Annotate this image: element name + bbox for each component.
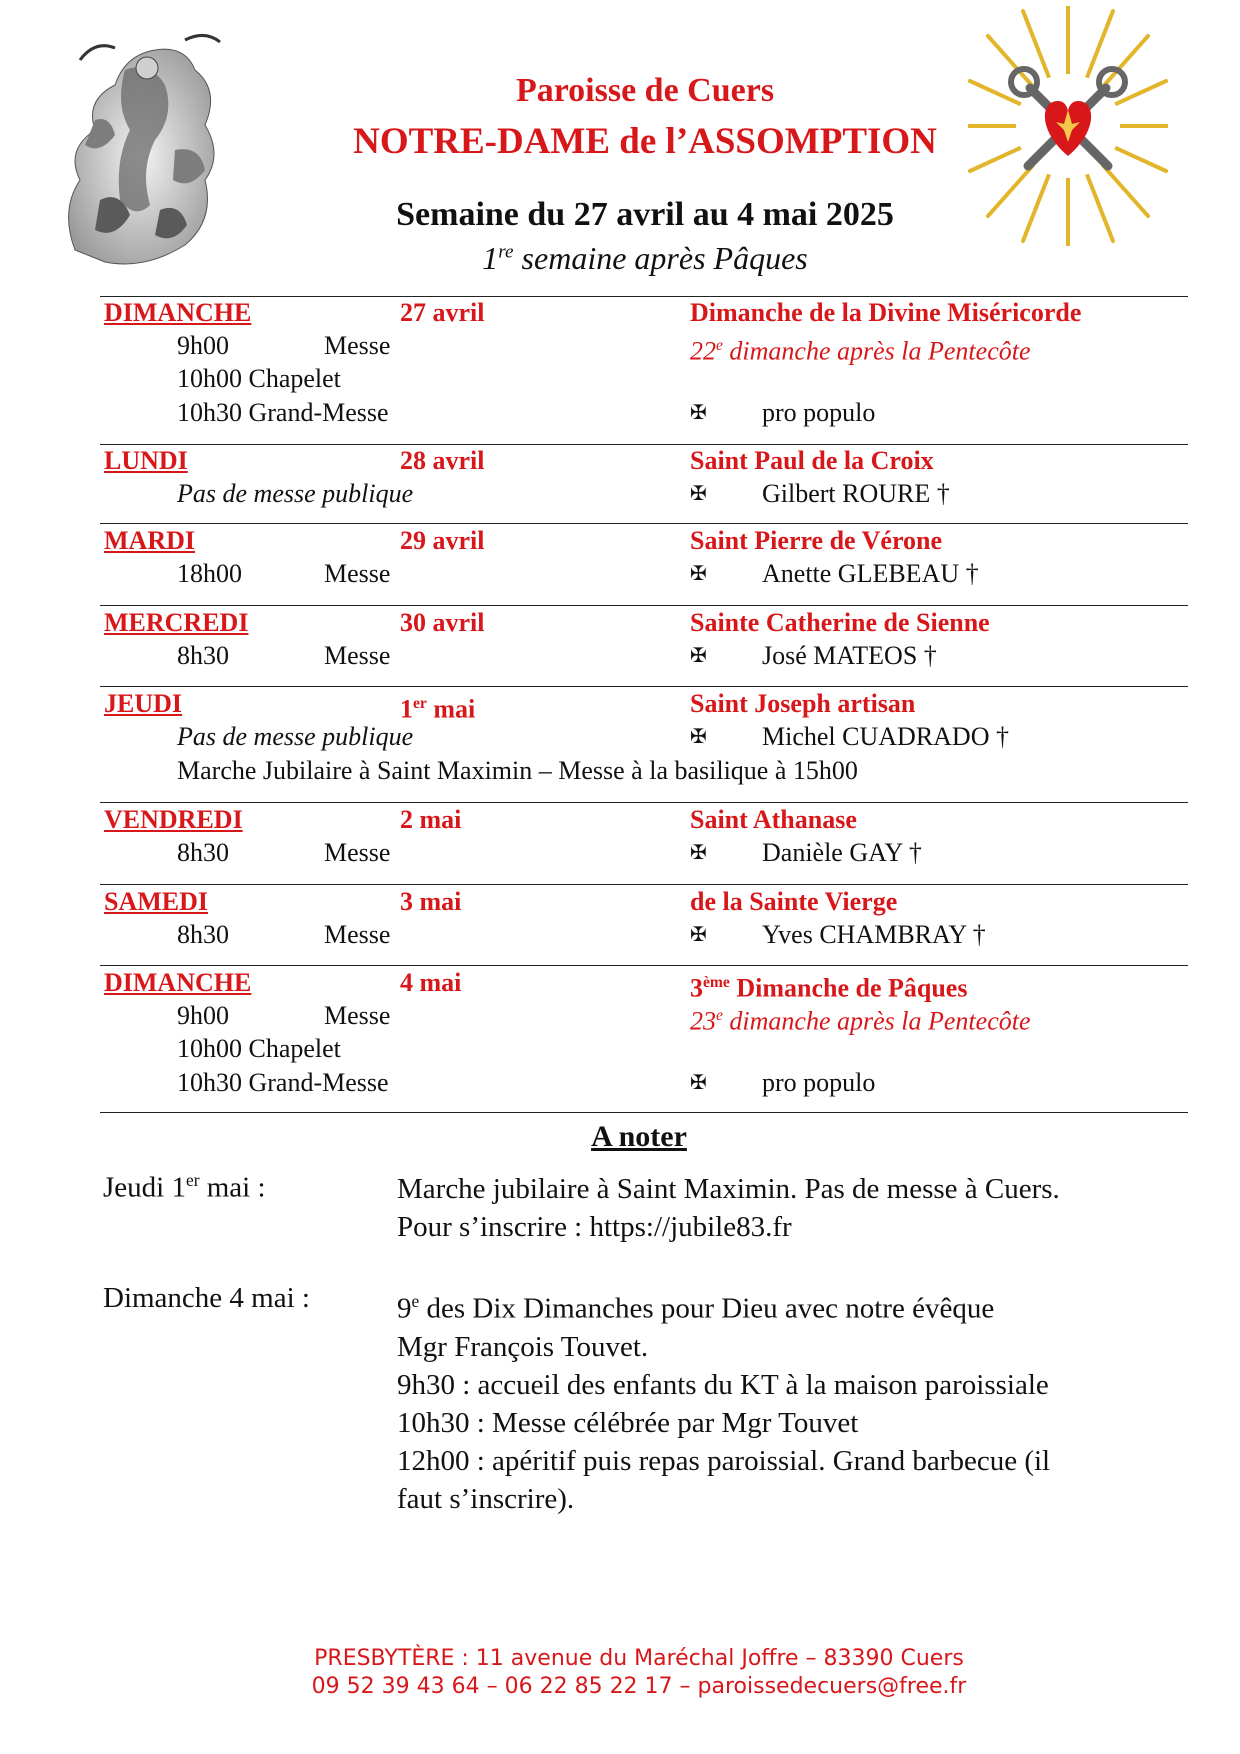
feast-name: Saint Pierre de Vérone [690,526,943,555]
divider [100,296,1188,297]
day-name: MARDI [104,526,195,555]
church-name: NOTRE-DAME de l’ASSOMPTION [353,121,937,162]
week-title: Semaine du 27 avril au 4 mai 2025 [396,196,894,233]
mass-time: 8h30 [177,920,229,949]
feast-name: 3ème Dimanche de Pâques [690,973,968,1003]
day-name: DIMANCHE [104,968,252,997]
feast-name: Dimanche de la Divine Miséricorde [690,298,1082,327]
footer-contact: 09 52 39 43 64 – 06 22 85 22 17 – paroissedecuers@free.fr [311,1674,967,1699]
day-date: 27 avril [400,298,485,327]
service-type: Messe [324,559,391,588]
mass-intention: Gilbert ROURE † [762,479,950,508]
divider [100,884,1188,885]
note-line: faut s’inscrire). [397,1482,575,1515]
cross-icon: ✠ [690,645,707,667]
mass-time: 9h00 [177,331,229,360]
mass-intention: Yves CHAMBRAY † [762,920,986,949]
feast-name: Sainte Catherine de Sienne [690,608,990,637]
mass-time: 8h30 [177,838,229,867]
divider [100,1112,1188,1113]
divider [100,605,1188,606]
day-name: JEUDI [104,689,183,718]
feast-name: Saint Joseph artisan [690,689,916,718]
day-name: MERCREDI [104,608,249,637]
service-type: Messe [324,641,391,670]
day-date: 4 mai [400,968,462,997]
cross-icon: ✠ [690,842,707,864]
note-text-thursday [397,1170,1177,1246]
day-date: 1er mai [400,694,476,724]
rosary-time: 10h00 Chapelet [177,364,341,393]
note-label-sunday: Dimanche 4 mai : [103,1282,310,1314]
cross-icon: ✠ [690,483,707,505]
divider [100,802,1188,803]
day-name: SAMEDI [104,887,209,916]
divider [100,686,1188,687]
day-date: 28 avril [400,446,485,475]
note-line: Pour s’inscrire : https://jubile83.fr [397,1211,792,1243]
mass-time: 8h30 [177,641,229,670]
high-mass-time: 10h30 Grand-Messe [177,398,389,427]
sunday-after-pentecost: 22e dimanche après la Pentecôte [690,336,1031,366]
mass-time: 9h00 [177,1001,229,1030]
mass-intention: José MATEOS † [762,641,937,670]
day-date: 29 avril [400,526,485,555]
cross-icon: ✠ [690,402,707,424]
service-type: Messe [324,331,391,360]
divider [100,523,1188,524]
divider [100,444,1188,445]
high-mass-time: 10h30 Grand-Messe [177,1068,389,1097]
no-mass-note: Pas de messe publique [177,722,414,751]
note-line: Mgr François Touvet. [397,1330,649,1363]
service-type: Messe [324,920,391,949]
sunday-after-pentecost: 23e dimanche après la Pentecôte [690,1006,1031,1036]
note-text-sunday [397,1282,1177,1518]
cross-icon: ✠ [690,924,707,946]
mass-intention: Michel CUADRADO † [762,722,1009,751]
note-label-thursday: Jeudi 1er mai : [103,1170,266,1204]
note-line: 9e des Dix Dimanches pour Dieu avec notre évêque [397,1291,995,1325]
no-mass-note: Pas de messe publique [177,479,414,508]
day-date: 2 mai [400,805,462,834]
mass-intention: Danièle GAY † [762,838,922,867]
service-type: Messe [324,1001,391,1030]
cross-icon: ✠ [690,726,707,748]
parish-name: Paroisse de Cuers [515,72,775,109]
mass-intention: pro populo [762,398,876,427]
mass-time: 18h00 [177,559,242,588]
day-date: 30 avril [400,608,485,637]
notes-heading: A noter [591,1120,687,1153]
note-line: 12h00 : apéritif puis repas paroissial. Grand barbecue (il [397,1444,1051,1477]
cross-icon: ✠ [690,563,707,585]
rosary-time: 10h00 Chapelet [177,1034,341,1063]
note-line: 10h30 : Messe célébrée par Mgr Touvet [397,1406,859,1439]
day-name: LUNDI [104,446,188,475]
day-date: 3 mai [400,887,462,916]
feast-name: Saint Athanase [690,805,857,834]
mass-intention: pro populo [762,1068,876,1097]
divider [100,965,1188,966]
feast-name: de la Sainte Vierge [690,887,898,916]
footer-address: PRESBYTÈRE : 11 avenue du Maréchal Joffre – 83390 Cuers [314,1646,964,1671]
note-line: 9h30 : accueil des enfants du KT à la maison paroissiale [397,1368,1049,1401]
mass-intention: Anette GLEBEAU † [762,559,979,588]
day-name: DIMANCHE [104,298,252,327]
service-type: Messe [324,838,391,867]
feast-name: Saint Paul de la Croix [690,446,934,475]
cross-icon: ✠ [690,1072,707,1094]
note-line: Marche jubilaire à Saint Maximin. Pas de messe à Cuers. [397,1173,1060,1205]
pilgrimage-note: Marche Jubilaire à Saint Maximin – Messe à la basilique à 15h00 [177,756,858,785]
week-subtitle: 1re semaine après Pâques [482,240,808,276]
day-name: VENDREDI [104,805,243,834]
